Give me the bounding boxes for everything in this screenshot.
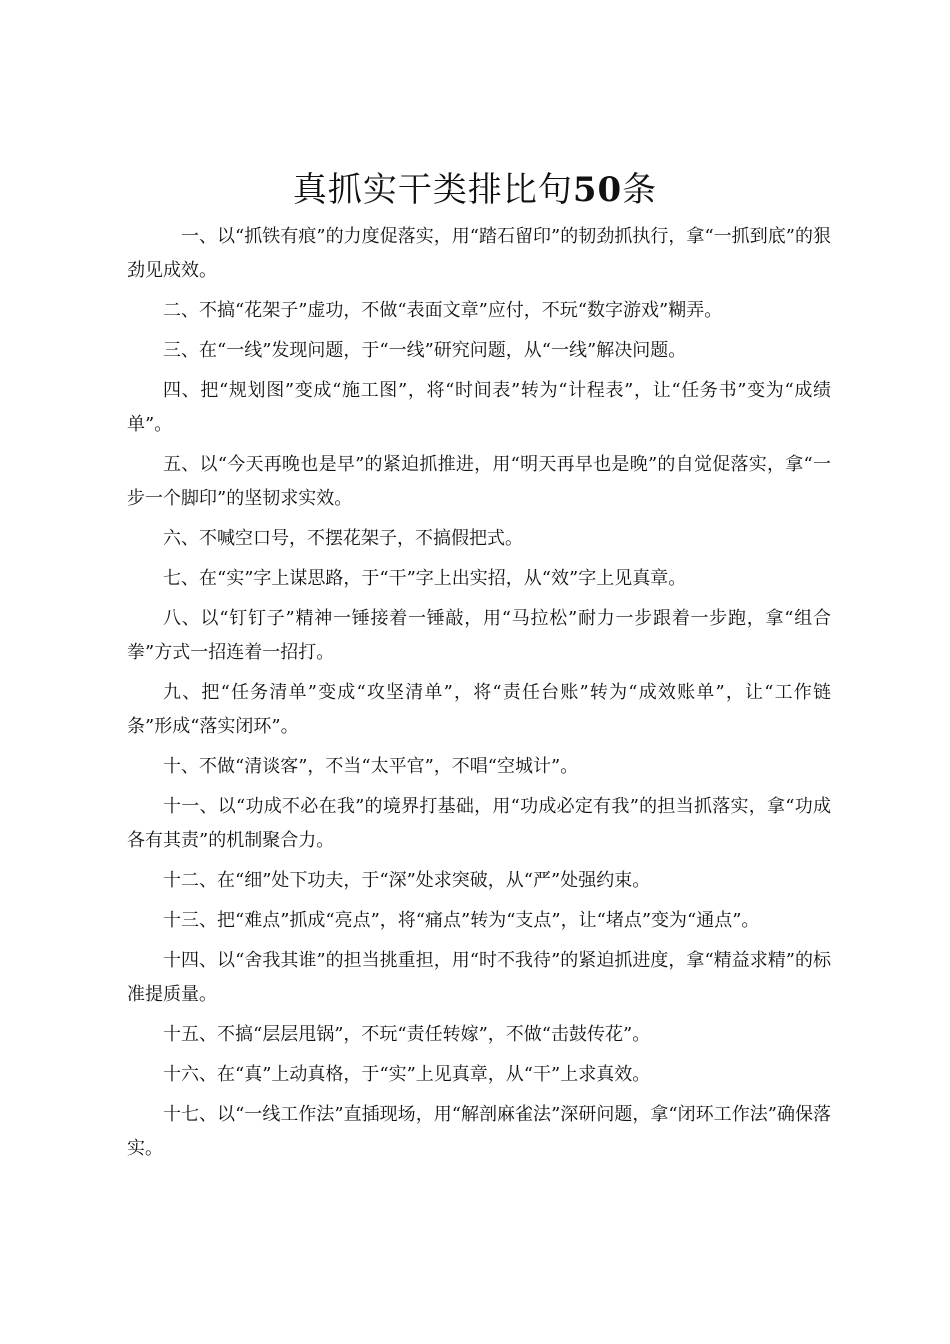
paragraph: 十六、在“真”上动真格，于“实”上见真章，从“干”上求真效。 <box>163 1064 651 1085</box>
title-suffix: 条 <box>622 170 658 210</box>
document-body <box>127 220 831 1172</box>
paragraph: 一、以“抓铁有痕”的力度促落实，用“踏石留印”的韧劲抓执行，拿“一抓到底”的狠劲见成效。 <box>127 226 831 281</box>
paragraph: 四、把“规划图”变成“施工图”，将“时间表”转为“计程表”，让“任务书”变为“成绩单”。 <box>127 380 831 435</box>
paragraph: 八、以“钉钉子”精神一锤接着一锤敲，用“马拉松”耐力一步跟着一步跑，拿“组合拳”方式一招连着一招打。 <box>127 608 831 663</box>
paragraph: 五、以“今天再晚也是早”的紧迫抓推进，用“明天再早也是晚”的自觉促落实，拿“一步一个脚印”的坚韧求实效。 <box>127 454 831 509</box>
paragraph: 二、不搞“花架子”虚功，不做“表面文章”应付，不玩“数字游戏”糊弄。 <box>163 300 723 321</box>
paragraph: 六、不喊空口号，不摆花架子，不搞假把式。 <box>163 528 523 549</box>
paragraph: 七、在“实”字上谋思路，于“干”字上出实招，从“效”字上见真章。 <box>163 568 687 589</box>
document-title <box>0 168 950 212</box>
paragraph: 十一、以“功成不必在我”的境界打基础，用“功成必定有我”的担当抓落实，拿“功成各有其责”的机制聚合力。 <box>127 796 831 851</box>
paragraph: 十三、把“难点”抓成“亮点”，将“痛点”转为“支点”，让“堵点”变为“通点”。 <box>163 910 760 931</box>
paragraph: 十二、在“细”处下功夫，于“深”处求突破，从“严”处强约束。 <box>163 870 651 891</box>
paragraph: 十四、以“舍我其谁”的担当挑重担，用“时不我待”的紧迫抓进度，拿“精益求精”的标准提质量。 <box>127 950 831 1005</box>
title-number: 50 <box>572 170 623 210</box>
paragraph: 三、在“一线”发现问题，于“一线”研究问题，从“一线”解决问题。 <box>163 340 687 361</box>
paragraph: 十七、以“一线工作法”直插现场，用“解剖麻雀法”深研问题，拿“闭环工作法”确保落实。 <box>127 1104 831 1159</box>
paragraph: 十、不做“清谈客”，不当“太平官”，不唱“空城计”。 <box>163 756 579 777</box>
title-text: 真抓实干类排比句 <box>292 170 573 210</box>
paragraph: 九、把“任务清单”变成“攻坚清单”，将“责任台账”转为“成效账单”，让“工作链条”形成“落实闭环”。 <box>127 682 831 737</box>
paragraph: 十五、不搞“层层甩锅”，不玩“责任转嫁”，不做“击鼓传花”。 <box>163 1024 651 1045</box>
